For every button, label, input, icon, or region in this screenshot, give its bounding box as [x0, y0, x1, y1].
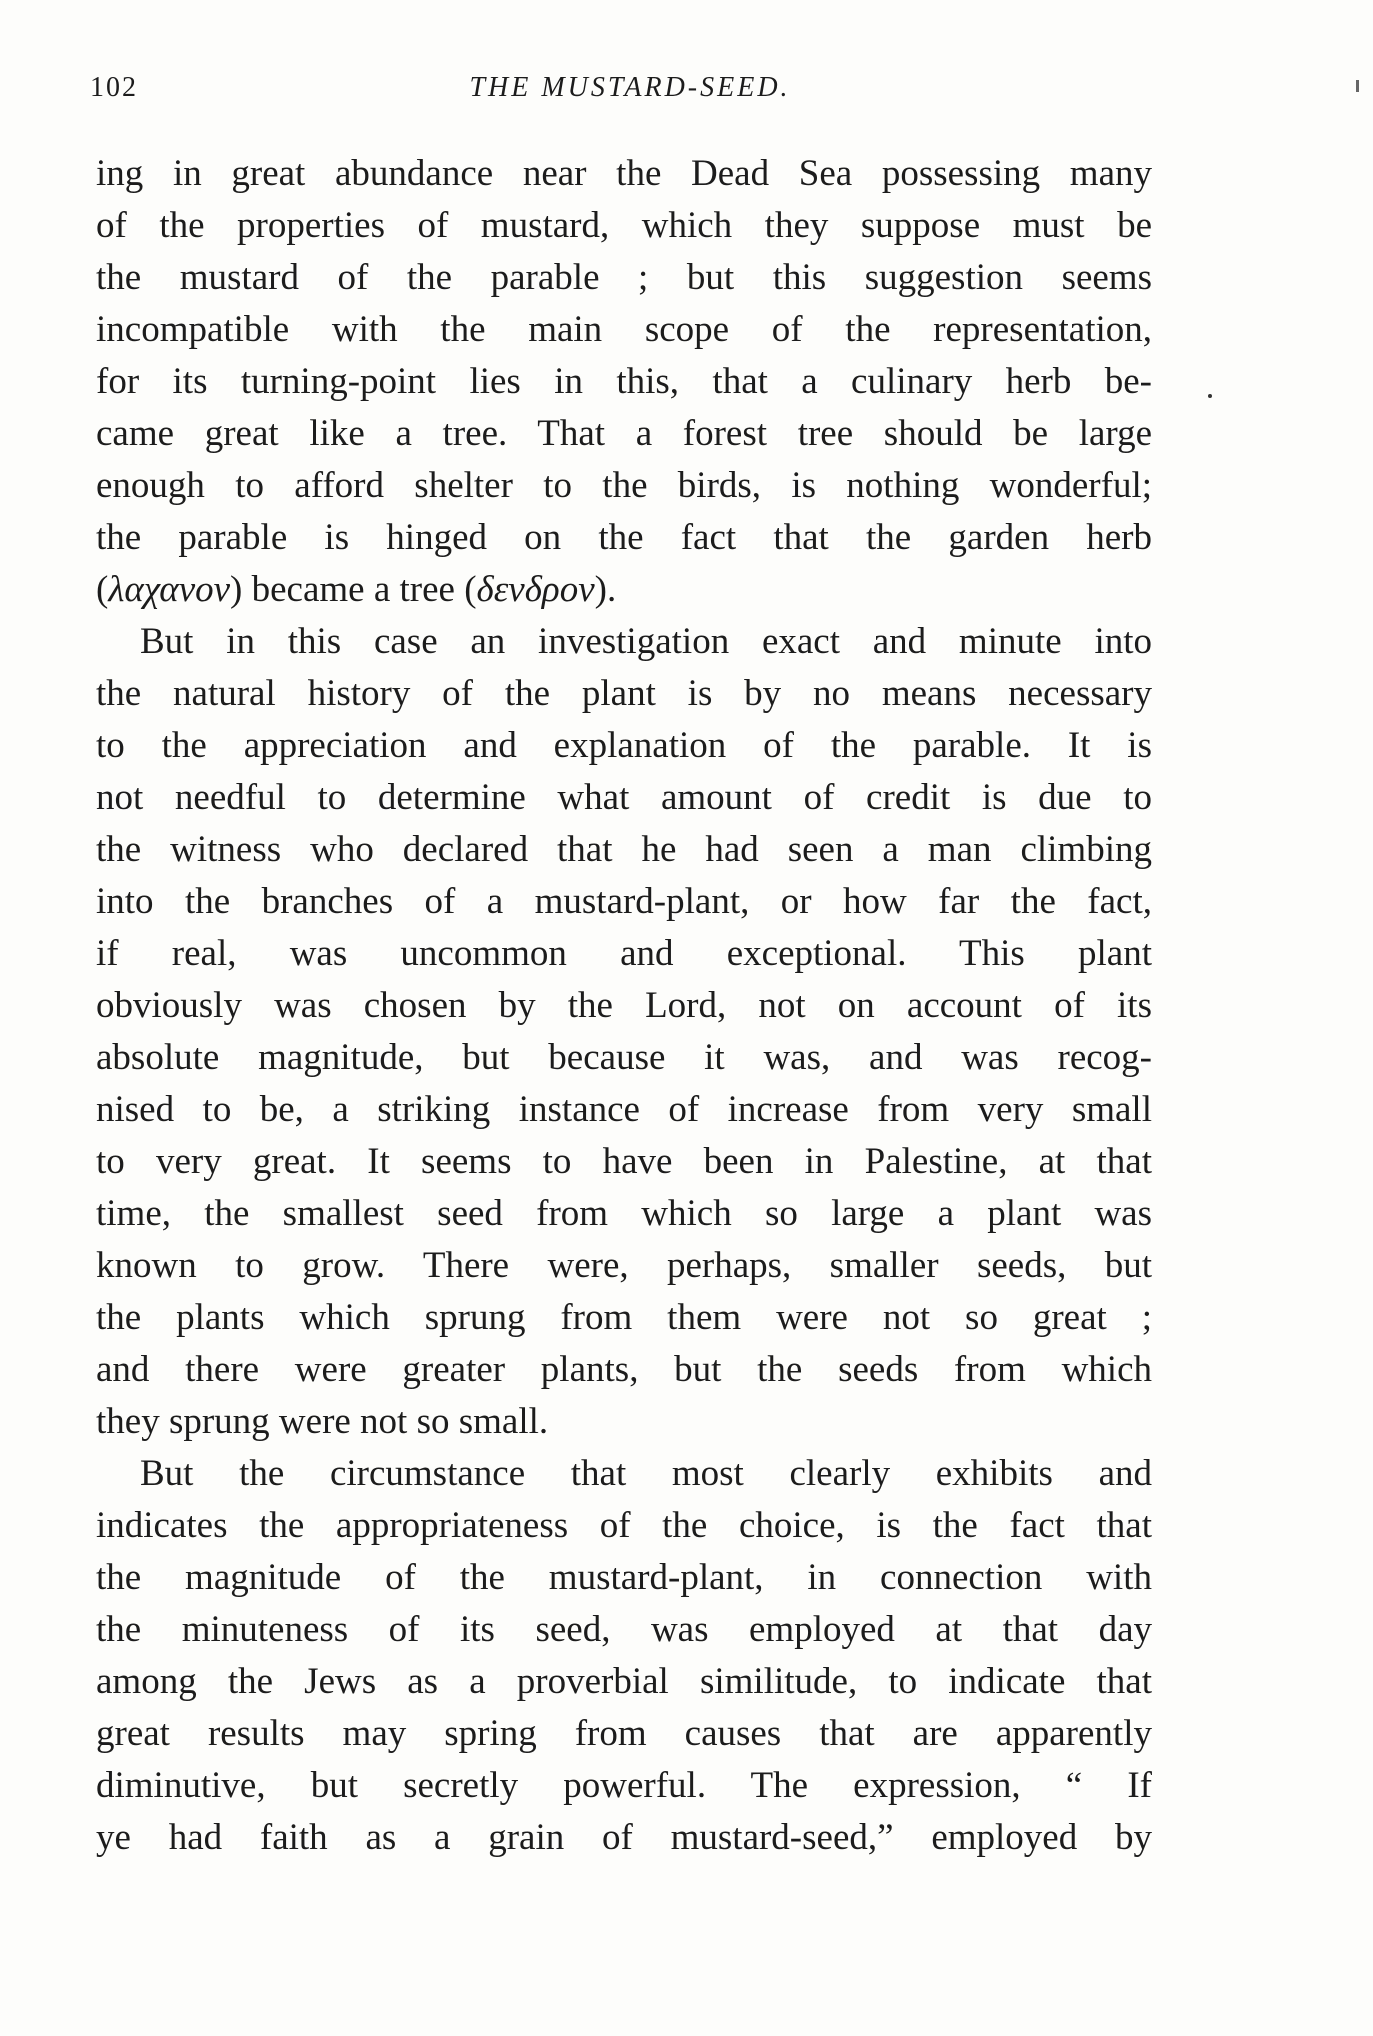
text-line: came great like a tree. That a forest tree should be large	[96, 413, 1152, 454]
text-line: the mustard of the parable ; but this suggestion seems	[96, 257, 1152, 298]
page-header	[90, 72, 1170, 112]
text-line: nised to be, a striking instance of increase from very small	[96, 1089, 1152, 1130]
text-line: the magnitude of the mustard-plant, in connection with	[96, 1557, 1152, 1598]
text-line: diminutive, but secretly powerful. The expression, “ If	[96, 1765, 1152, 1806]
text-line: But in this case an investigation exact and minute into	[140, 621, 1152, 662]
text-line: the plants which sprung from them were not so great ;	[96, 1297, 1152, 1338]
running-title: THE MUSTARD-SEED.	[469, 72, 791, 103]
text-line: the witness who declared that he had seen a man climbing	[96, 829, 1152, 870]
greek-close: ).	[594, 569, 617, 610]
text-line: among the Jews as a proverbial similitude, to indicate that	[96, 1661, 1152, 1702]
text-line: the minuteness of its seed, was employed at that day	[96, 1609, 1152, 1650]
greek-word-dendron: δενδρον	[476, 569, 595, 610]
greek-line-middle: ) became a tree (	[230, 569, 477, 610]
text-line: obviously was chosen by the Lord, not on account of its	[96, 985, 1152, 1026]
greek-open-paren: (	[96, 569, 109, 610]
text-line: incompatible with the main scope of the representation,	[96, 309, 1152, 350]
margin-mark	[1356, 80, 1359, 92]
text-line: absolute magnitude, but because it was, and was recog-	[96, 1037, 1152, 1078]
page-number: 102	[90, 72, 138, 103]
text-line: to very great. It seems to have been in Palestine, at that	[96, 1141, 1152, 1182]
text-line: But the circumstance that most clearly exhibits and	[140, 1453, 1152, 1494]
text-line: and there were greater plants, but the seeds from which	[96, 1349, 1152, 1390]
text-line: indicates the appropriateness of the choice, is the fact that	[96, 1505, 1152, 1546]
text-line: ye had faith as a grain of mustard-seed,” employed by	[96, 1817, 1152, 1858]
text-line: the parable is hinged on the fact that the garden herb	[96, 517, 1152, 558]
text-line: of the properties of mustard, which they suppose must be	[96, 205, 1152, 246]
margin-dot	[1208, 394, 1212, 398]
text-line: not needful to determine what amount of credit is due to	[96, 777, 1152, 818]
body-text	[96, 148, 1152, 1864]
text-line: known to grow. There were, perhaps, smaller seeds, but	[96, 1245, 1152, 1286]
text-line: enough to afford shelter to the birds, is nothing wonderful;	[96, 465, 1152, 506]
greek-word-lachanon: λαχανον	[108, 569, 231, 610]
text-line: time, the smallest seed from which so large a plant was	[96, 1193, 1152, 1234]
greek-text-line	[96, 564, 1152, 616]
text-line: into the branches of a mustard-plant, or how far the fact,	[96, 881, 1152, 922]
text-line: to the appreciation and explanation of the parable. It is	[96, 725, 1152, 766]
text-line: great results may spring from causes that are apparently	[96, 1713, 1152, 1754]
text-line: for its turning-point lies in this, that a culinary herb be-	[96, 361, 1152, 402]
text-line: the natural history of the plant is by no means necessary	[96, 673, 1152, 714]
text-line: they sprung were not so small.	[96, 1401, 549, 1442]
text-line: ing in great abundance near the Dead Sea possessing many	[96, 153, 1152, 194]
text-line: if real, was uncommon and exceptional. This plant	[96, 933, 1152, 974]
